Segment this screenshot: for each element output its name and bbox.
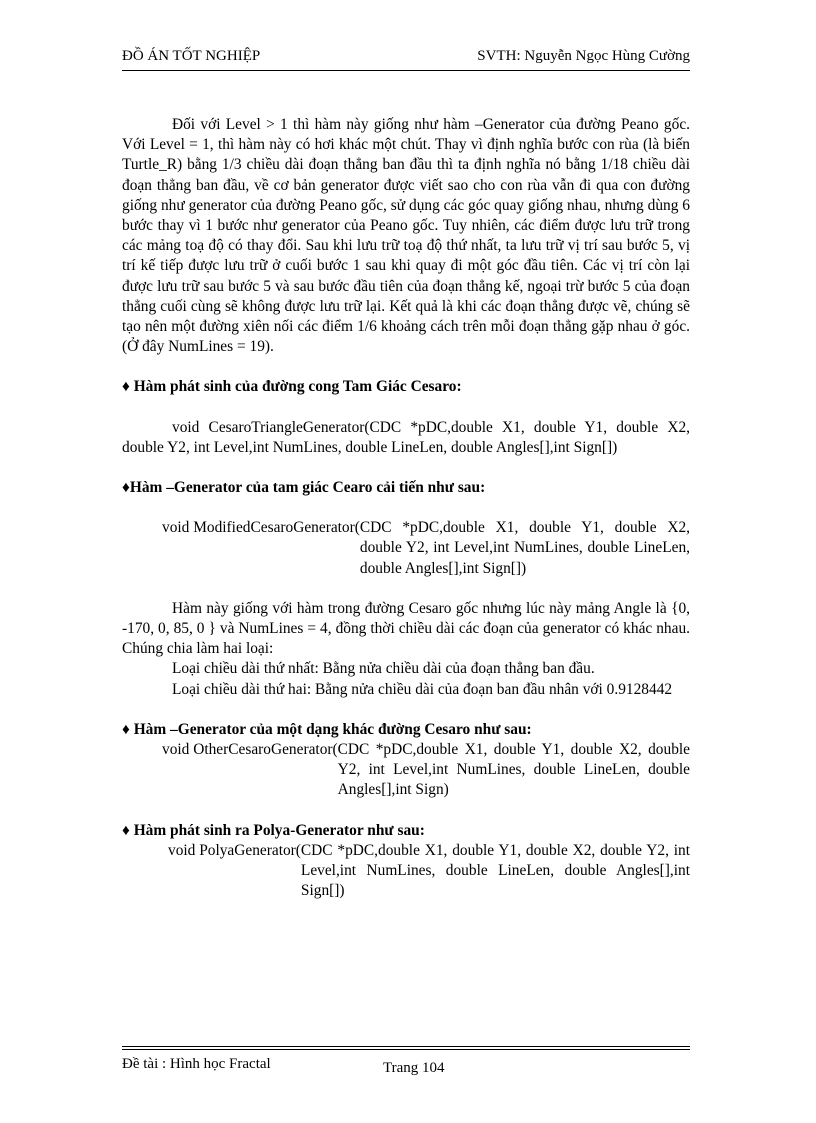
footer-rule-bottom xyxy=(122,1049,690,1050)
page-body xyxy=(122,115,690,902)
heading-other-cesaro: ♦ Hàm –Generator của một dạng khác đường Cesaro như sau: xyxy=(122,720,532,738)
paragraph-level-explanation: Đối với Level > 1 thì hàm này giống như hàm –Generator của đường Peano gốc. Với Level = 1, thì hàm này có hơi khác một chút. Thay vì định nghĩa bước con rùa (là biến Turtle_R) bằng 1/3 chiều dài đoạn thẳng ban đầu thì ta định nghĩa nó bằng 1/18 chiều dài đoạn thẳng ban đầu, về cơ bản generator được viết sao cho con rùa vẫn đi qua con đường giống như generator của đường Peano gốc, sử dụng các góc quay giống nhau, nhưng dùng 6 bước thay vì 1 bước như generator của Peano gốc. Tuy nhiên, các điểm được lưu trữ trong các mảng toạ độ có thay đổi. Sau khi lưu trữ toạ độ thứ nhất, ta lưu trữ vị trí sau bước 5, vị trí kế tiếp được lưu trữ ở cuối bước 1 sau khi quay đi một góc đầu tiên. Các vị trí còn lại được lưu trữ sau bước 5 và sau bước đầu tiên của đoạn thẳng kế, ngoại trừ bước 5 của đoạn thẳng cuối cùng sẽ không được lưu trữ lại. Kết quả là khi các đoạn thẳng được vẽ, chúng sẽ tạo nên một đường xiên nối các điểm 1/6 khoảng cách trên mỗi đoạn thẳng gặp nhau ở góc. (Ở đây NumLines = 19). xyxy=(122,116,690,356)
footer-topic: Đề tài : Hình học Fractal xyxy=(122,1056,271,1072)
code-modified-cesaro-generator xyxy=(122,518,690,579)
paragraph-length-type-1: Loại chiều dài thứ nhất: Bằng nửa chiều dài của đoạn thẳng ban đầu. xyxy=(172,660,595,678)
page-number: Trang 104 xyxy=(383,1060,445,1076)
function-params: CDC *pDC,double X1, double Y1, double X2, double Y2, int Level,int NumLines, double LineLen, double Angles[],int Sign[]) xyxy=(359,519,690,577)
function-name: void OtherCesaroGenerator( xyxy=(162,741,338,759)
code-cesaro-triangle-generator: void CesaroTriangleGenerator(CDC *pDC,double X1, double Y1, double X2, double Y2, int Level,int NumLines, double LineLen, double Angles[],int Sign[]) xyxy=(122,418,690,456)
function-name: void PolyaGenerator( xyxy=(168,841,301,859)
header-rule xyxy=(122,70,690,71)
footer-rule-top xyxy=(122,1046,690,1047)
paragraph-modified-cesaro: Hàm này giống với hàm trong đường Cesaro gốc nhưng lúc này mảng Angle là {0, -170, 0, 85, 0 } và NumLines = 4, đồng thời chiều dài các đoạn của generator có khác nhau. Chúng chia làm hai loại: xyxy=(122,599,690,658)
header-author: SVTH: Nguyễn Ngọc Hùng Cường xyxy=(477,48,690,64)
heading-modified-cesaro: ♦Hàm –Generator của tam giác Cearo cải tiến như sau: xyxy=(122,479,486,497)
code-polya-generator xyxy=(122,841,690,902)
function-params: CDC *pDC,double X1, double Y1, double X2, double Y2, int Level,int NumLines, double LineLen, double Angles[],int Sign) xyxy=(337,741,690,799)
header-title: ĐỒ ÁN TỐT NGHIỆP xyxy=(122,48,261,64)
function-name: void ModifiedCesaroGenerator( xyxy=(162,519,360,537)
heading-cesaro-triangle: ♦ Hàm phát sinh của đường cong Tam Giác Cesaro: xyxy=(122,378,462,396)
heading-polya: ♦ Hàm phát sinh ra Polya-Generator như sau: xyxy=(122,821,425,839)
paragraph-length-type-2: Loại chiều dài thứ hai: Bằng nửa chiều dài của đoạn ban đầu nhân với 0.9128442 xyxy=(172,680,673,698)
code-other-cesaro-generator xyxy=(122,740,690,801)
function-params: CDC *pDC,double X1, double Y1, double X2, double Y2, int Level,int NumLines, double LineLen, double Angles[],int Sign[]) xyxy=(300,841,690,900)
